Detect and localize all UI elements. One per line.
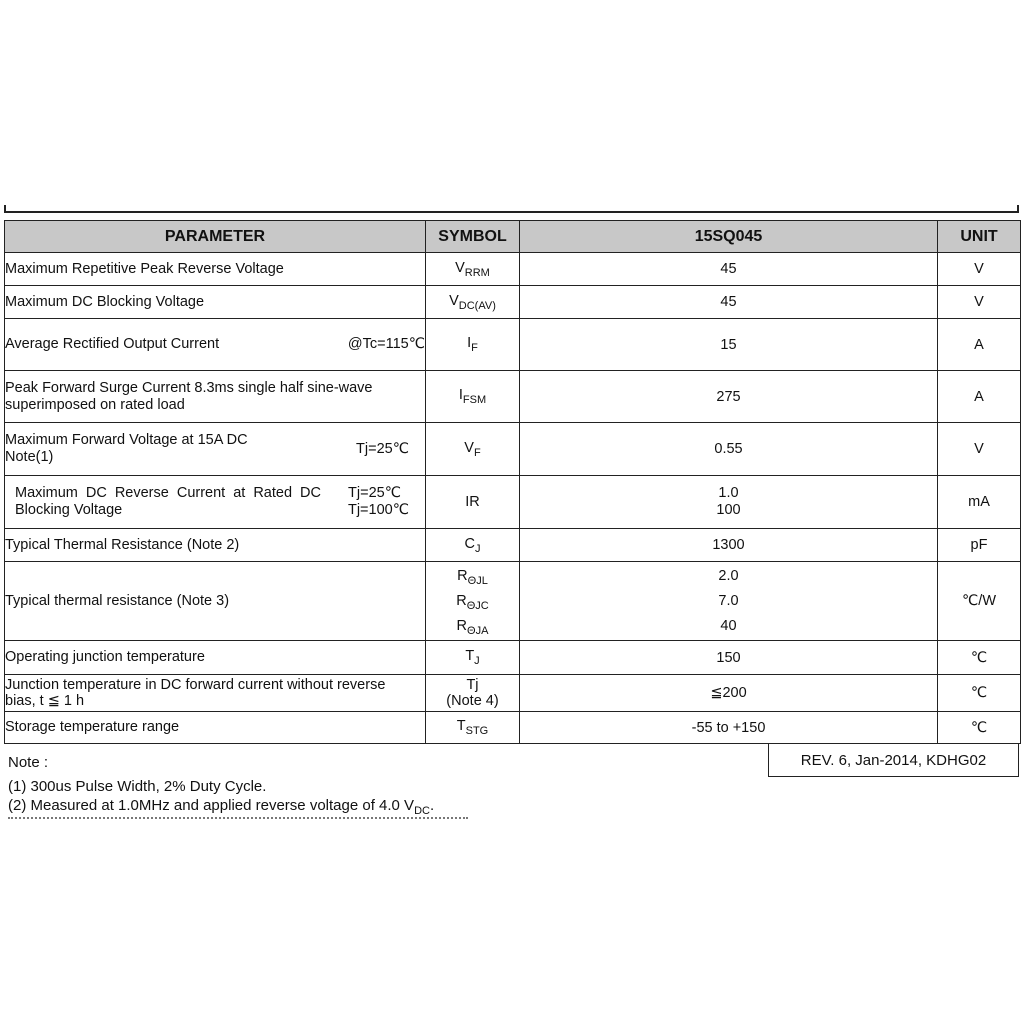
value-cell: 275 (520, 371, 938, 423)
header-part-number: 15SQ045 (520, 221, 938, 253)
value-cell: -55 to +150 (520, 712, 938, 744)
unit-cell: A (938, 319, 1021, 371)
symbol-cell: $T_{STG}$ (426, 712, 520, 744)
symbol-cell: IR (426, 476, 520, 529)
value-cell: 1300 (520, 529, 938, 562)
parameter-cell: Peak Forward Surge Current 8.3ms single half sine-wave superimposed on rated load (5, 371, 426, 423)
symbol-cell: $C_J$ (426, 529, 520, 562)
condition-text: Tj=25℃ (356, 440, 409, 457)
symbol-cell: $R_{\Theta JL}$ $R_{\Theta JC}$ $R_{\Theta JA}$ (426, 562, 520, 641)
value-cell: 45 (520, 286, 938, 319)
parameter-cell: Typical thermal resistance (Note 3) (5, 562, 426, 641)
table-row (5, 286, 1021, 319)
revision-text: REV. 6, Jan-2014, KDHG02 (800, 751, 987, 769)
value-cell: 0.55 (520, 423, 938, 476)
unit-cell: A (938, 371, 1021, 423)
symbol-cell: $V_{DC(AV)}$ (426, 286, 520, 319)
notes-title: Note : (8, 754, 49, 771)
unit-cell: V (938, 286, 1021, 319)
note-2: (2) Measured at 1.0MHz and applied reverse voltage of 4.0 $V_{DC}$. (8, 797, 435, 817)
header-row (5, 221, 1021, 253)
table-row (5, 675, 1021, 712)
table-row (5, 253, 1021, 286)
table-row (5, 476, 1021, 529)
value-cell: 150 (520, 641, 938, 675)
unit-cell: V (938, 423, 1021, 476)
unit-cell: pF (938, 529, 1021, 562)
parameter-cell: Maximum Forward Voltage at 15A DC Note(1) Tj=25℃ (5, 423, 426, 476)
header-unit: UNIT (938, 221, 1021, 253)
parameter-cell: Average Rectified Output Current @Tc=115℃ (5, 319, 426, 371)
unit-cell: ℃ (938, 675, 1021, 712)
table-row (5, 712, 1021, 744)
ratings-table (4, 220, 1021, 744)
unit-cell: V (938, 253, 1021, 286)
unit-cell: ℃ (938, 712, 1021, 744)
symbol-cell: $V_{RRM}$ (426, 253, 520, 286)
unit-cell: mA (938, 476, 1021, 529)
value-cell: 15 (520, 319, 938, 371)
note-1: (1) 300us Pulse Width, 2% Duty Cycle. (8, 778, 267, 795)
symbol-cell: $I_F$ (426, 319, 520, 371)
value-cell: 2.0 7.0 40 (520, 562, 938, 641)
parameter-cell: Operating junction temperature (5, 641, 426, 675)
value-cell: 1.0 100 (520, 476, 938, 529)
parameter-cell: Maximum Repetitive Peak Reverse Voltage (5, 253, 426, 286)
symbol-cell: $T_J$ (426, 641, 520, 675)
table-row (5, 371, 1021, 423)
condition-text: Tj=100℃ (347, 502, 409, 518)
table-row (5, 562, 1021, 641)
symbol-cell: $V_F$ (426, 423, 520, 476)
table-row (5, 641, 1021, 675)
notes-section (8, 753, 434, 821)
header-parameter: PARAMETER (5, 221, 426, 253)
table-row (5, 319, 1021, 371)
cropped-text-edge (8, 816, 468, 820)
parameter-cell: Typical Thermal Resistance (Note 2) (5, 529, 426, 562)
parameter-cell: Storage temperature range (5, 712, 426, 744)
unit-cell: ℃/W (938, 562, 1021, 641)
condition-text: @Tc=115℃ (347, 336, 425, 352)
header-symbol: SYMBOL (426, 221, 520, 253)
condition-text: Tj=25℃ (348, 485, 401, 501)
table-row (5, 423, 1021, 476)
parameter-cell: Maximum DC Blocking Voltage (5, 286, 426, 319)
value-cell: 45 (520, 253, 938, 286)
unit-cell: ℃ (938, 641, 1021, 675)
value-cell: ≦200 (520, 675, 938, 712)
parameter-cell: Junction temperature in DC forward current without reverse bias, t ≦ 1 h (5, 675, 426, 712)
revision-box (768, 744, 1019, 777)
symbol-cell: $I_{FSM}$ (426, 371, 520, 423)
parameter-cell: Maximum DC Reverse Current at Rated DC Blocking Voltage Tj=25℃ Tj=100℃ (5, 476, 426, 529)
top-rule (4, 211, 1019, 213)
symbol-cell: Tj (Note 4) (426, 675, 520, 712)
table-row (5, 529, 1021, 562)
